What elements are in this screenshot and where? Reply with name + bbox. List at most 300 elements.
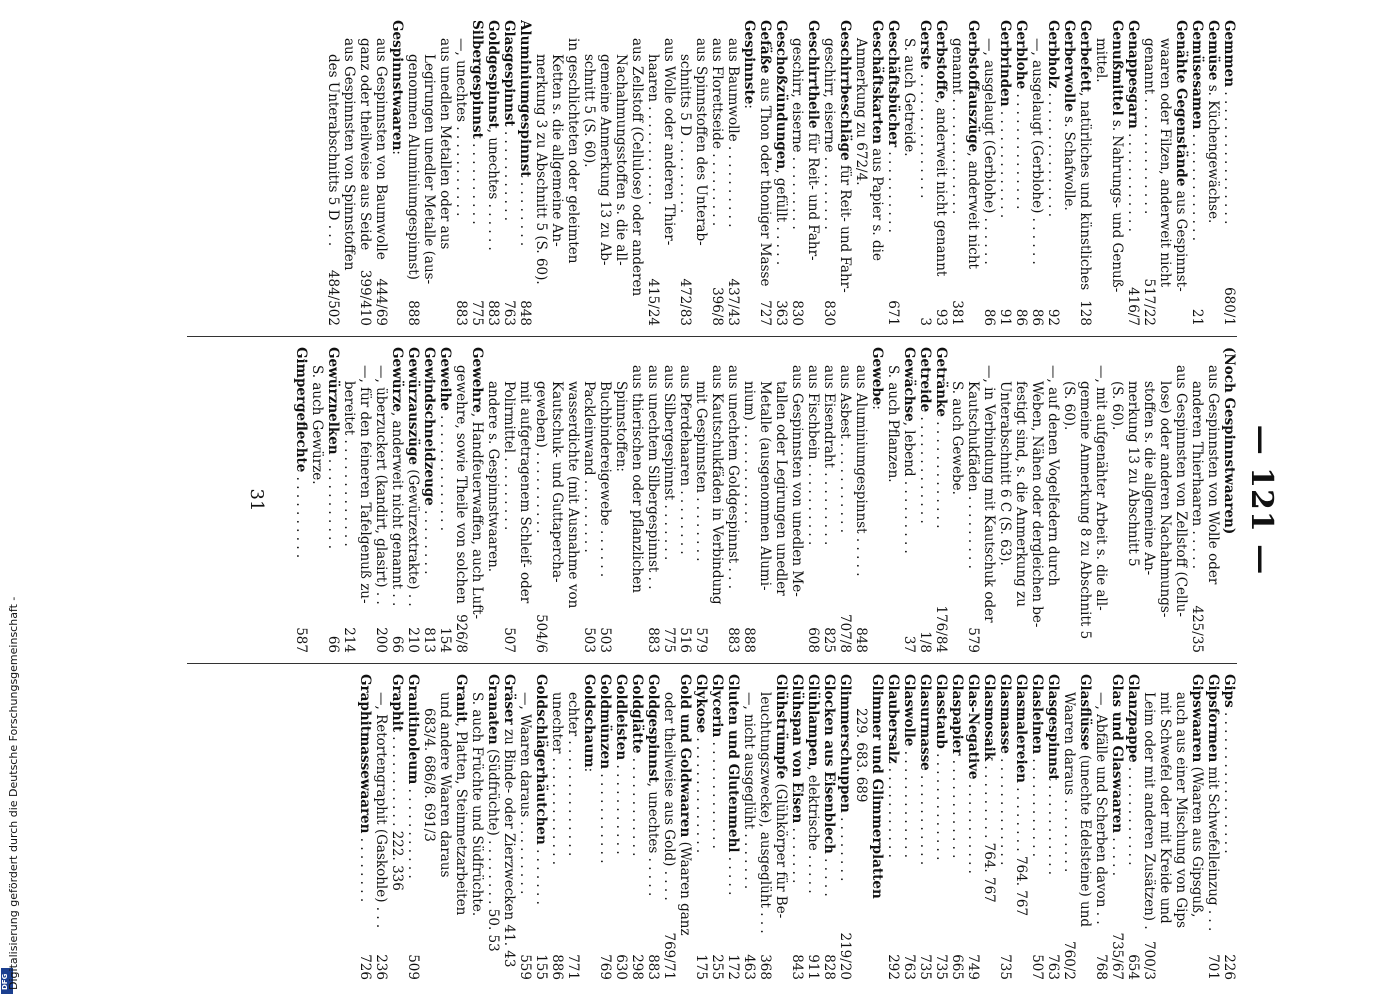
index-entry [373, 674, 389, 980]
entry-number: 579 [965, 627, 981, 653]
index-entry [1221, 674, 1237, 980]
index-entry [885, 347, 901, 653]
index-entry [405, 20, 421, 326]
index-entry [949, 20, 965, 326]
entry-description: —, unechtes . . . . . . . . . . . [453, 38, 469, 217]
entry-keyword: Goldglätte [629, 674, 645, 754]
entry-text [341, 347, 357, 623]
index-entry [325, 20, 341, 326]
index-entry [1157, 674, 1173, 980]
entry-number: 830 [789, 300, 805, 326]
entry-number: 883 [645, 627, 661, 653]
index-entry [469, 20, 485, 326]
index-entry [373, 20, 389, 326]
entry-number: 883 [725, 627, 741, 653]
entry-text [485, 347, 501, 649]
entry-keyword: Gewebe [869, 347, 885, 406]
entry-number: 707/8 [837, 614, 853, 653]
entry-description: . . . . . [725, 852, 741, 896]
entry-keyword: Glasurmasse [917, 674, 933, 771]
entry-description: aus Gespinnst- [1173, 186, 1189, 292]
entry-text [837, 20, 853, 322]
index-entry [757, 674, 773, 980]
entry-number: 516 [677, 627, 693, 653]
index-entry [1077, 347, 1093, 653]
entry-text [357, 20, 373, 266]
entry-description: andere s. Gespinnstwaaren. [485, 381, 501, 573]
entry-description: . . . . . . . [533, 844, 549, 905]
entry-number: 93 [933, 308, 949, 326]
index-entry [565, 347, 581, 653]
entry-description: . . . . . . . . . . . . [1125, 762, 1141, 866]
index-entry [1157, 20, 1173, 326]
index-entry [917, 347, 933, 653]
index-entry [869, 347, 885, 653]
index-entry [1077, 674, 1093, 980]
index-entry [1157, 347, 1173, 653]
index-entry [421, 347, 437, 653]
entry-keyword: Gerbstoffauszüge [965, 20, 981, 153]
entry-description: Leim oder mit anderen Zusätzen) . [1141, 692, 1157, 930]
entry-keyword: Gipswaaren [1189, 674, 1205, 763]
index-entry [421, 20, 437, 326]
entry-text [1061, 20, 1077, 322]
index-entry [1013, 347, 1029, 653]
index-entry [725, 20, 741, 326]
entry-text [981, 20, 997, 305]
index-entry [517, 347, 533, 653]
index-entry [597, 20, 613, 326]
entry-number: 463 [741, 954, 757, 980]
index-entry [597, 674, 613, 980]
index-entry [1173, 20, 1189, 326]
entry-description: . . . . . . . . . . [293, 472, 309, 559]
index-entry [1045, 674, 1061, 980]
entry-text [789, 20, 805, 296]
entry-text [373, 674, 389, 950]
entry-description: aus unechtem Silbergespinnst . . [645, 365, 661, 590]
entry-text [725, 20, 741, 275]
entry-description: aus Eisendraht . . . . . . . . . [821, 365, 837, 546]
entry-description: mit Schwefel oder mit Kreide und [1157, 692, 1173, 924]
entry-keyword: Glimmerschuppen [837, 674, 853, 813]
entry-number: 154 [437, 627, 453, 653]
entry-number: 200 [373, 627, 389, 653]
entry-number: 587 [293, 627, 309, 653]
index-entry [341, 20, 357, 326]
entry-description: —, mit aufgenähter Arbeit s. die all- [1093, 365, 1109, 611]
index-entry [1093, 20, 1109, 326]
entry-keyword: Getränke [933, 347, 949, 417]
index-entry [821, 20, 837, 326]
index-entry [997, 674, 1013, 980]
index-entry [853, 674, 869, 980]
entry-description: unechter . . . . . . . . . . . . . [549, 692, 565, 866]
index-entry [453, 674, 469, 980]
entry-text [853, 347, 869, 623]
entry-text [517, 20, 533, 296]
entry-description: wasserdichte (mit Ausnahme von [565, 381, 581, 609]
entry-description: , anderweit nicht [965, 152, 981, 269]
entry-keyword: Gluten und Glutenmehl [725, 674, 741, 853]
entry-text [1061, 347, 1077, 649]
entry-description: Legirungen unedler Metalle (aus- [421, 54, 437, 285]
entry-description: . . . . . . . . . . . . . [933, 416, 949, 529]
index-entry [1013, 674, 1029, 980]
entry-number: 255 [709, 954, 725, 980]
index-entry [965, 347, 981, 653]
index-entry [885, 674, 901, 980]
index-entry [501, 347, 517, 653]
index-entry [437, 20, 453, 326]
entry-number: 363 [773, 300, 789, 326]
index-entry [437, 674, 453, 980]
entry-text [1189, 20, 1205, 305]
index-entry [341, 347, 357, 653]
entry-number: 926/8 [453, 614, 469, 653]
index-entry [357, 347, 373, 653]
index-entry [965, 20, 981, 326]
entry-text [517, 347, 533, 649]
index-entry [533, 347, 549, 653]
entry-description: genannt . . . . . . . . . . . . . . [1141, 38, 1157, 215]
entry-text [357, 674, 373, 950]
entry-description: . . . . . [821, 853, 837, 897]
index-entry [485, 674, 501, 980]
index-entry [1125, 347, 1141, 653]
entry-description: aus Thon oder thoniger Masse [757, 73, 773, 287]
entry-description: schnitt 5 (S. 60). [581, 54, 597, 168]
entry-number: 503 [597, 627, 613, 653]
entry-number: 399/410 [357, 269, 373, 326]
index-column-2 [187, 336, 1237, 663]
entry-keyword: Goldschaum [581, 674, 597, 768]
entry-number: 749 [965, 954, 981, 980]
entry-number: 843 [789, 954, 805, 980]
entry-number: 771 [565, 954, 581, 980]
entry-description: des Unterabschnitts 5 D . . . [325, 54, 341, 247]
entry-keyword: Graphit [389, 674, 405, 733]
entry-text [1189, 347, 1205, 602]
entry-number: 507 [1029, 954, 1045, 980]
entry-number: 911 [805, 954, 821, 980]
entry-description: . . . . . . . . . . . . . . [437, 410, 453, 532]
entry-text [437, 20, 453, 322]
index-entry [1173, 674, 1189, 980]
entry-text [485, 674, 501, 976]
entry-number: 735 [933, 954, 949, 980]
entry-text [453, 347, 469, 610]
entry-description: Kautschuk- und Guttapercha- [549, 381, 565, 583]
entry-text [661, 674, 677, 929]
index-entry [501, 674, 517, 980]
entry-text [869, 347, 885, 649]
index-entry [789, 674, 805, 980]
entry-description: Nachahmungsstoffen s. die all- [613, 54, 629, 266]
entry-number: 828 [821, 954, 837, 980]
entry-description: , Handfeuerwaffen, auch Luft- [469, 412, 485, 620]
entry-text [1013, 20, 1029, 305]
entry-text [1109, 674, 1125, 929]
index-entry [533, 674, 549, 980]
entry-text [565, 20, 581, 322]
entry-keyword: Gerblohe [1013, 20, 1029, 90]
entry-keyword: Gemüsesamen [1189, 20, 1205, 130]
entry-number: 484/502 [325, 269, 341, 326]
entry-text [341, 20, 357, 322]
entry-text [1221, 347, 1237, 649]
entry-number: 775 [469, 300, 485, 326]
entry-keyword: Glocken aus Eisenblech [821, 674, 837, 854]
entry-description: : [389, 150, 405, 155]
index-entry [517, 674, 533, 980]
entry-text [661, 20, 677, 322]
entry-description: aus Gespinnsten von Zellstoff (Cellu- [1173, 365, 1189, 617]
entry-text [581, 347, 597, 623]
entry-description: . . . . . . . . . . . . . . . . [1221, 87, 1237, 225]
index-entry [933, 347, 949, 653]
entry-text [933, 347, 949, 602]
entry-keyword: Goldgespinnst [485, 20, 501, 129]
index-entry [869, 20, 885, 326]
index-entry [549, 674, 565, 980]
entry-number: 701 [1205, 954, 1221, 980]
entry-keyword: Gerberwolle [1061, 20, 1077, 112]
entry-description: . . . . . . . . . . . [965, 779, 981, 874]
entry-number: 219/20 [837, 932, 853, 980]
entry-text [373, 20, 389, 275]
entry-keyword: Graphitmassewaaren [357, 674, 373, 834]
entry-description: . . . . . . . . [357, 833, 373, 903]
entry-description: gewehre, sowie Theile von solchen [453, 365, 469, 604]
entry-description: leuchtungszwecke), ausgeglüht . . . [757, 692, 773, 934]
entry-text [1173, 20, 1189, 322]
entry-description: aus Zellstoff (Cellulose) oder anderen [629, 38, 645, 297]
entry-text [869, 674, 885, 976]
entry-number: 172 [725, 954, 741, 980]
entry-number: 396/8 [709, 287, 725, 326]
index-entry [981, 347, 997, 653]
index-entry [421, 674, 437, 980]
entry-text [805, 347, 821, 623]
index-entry [581, 20, 597, 326]
entry-number: 726 [357, 954, 373, 980]
entry-number: 579 [693, 627, 709, 653]
entry-text [805, 674, 821, 950]
entry-description: . . . . . . . . [837, 812, 853, 882]
entry-description: mit aufgetragenem Schleif- oder [517, 381, 533, 604]
entry-description: , anderweit nicht genannt [933, 99, 949, 277]
entry-description: aus Pferdehaaren . . . . . . . . [677, 365, 693, 555]
entry-text [837, 347, 853, 610]
entry-text [1125, 20, 1141, 283]
entry-description: festigt sind, s. die Anmerkung zu [1013, 381, 1029, 607]
entry-description: für Reit- und Fahr- [805, 128, 821, 261]
entry-description: (S. 60). [1109, 381, 1125, 431]
entry-description: S. auch Früchte und Südfrüchte. [469, 692, 485, 917]
entry-text [645, 674, 661, 950]
entry-text [629, 347, 645, 649]
index-entry [357, 674, 373, 980]
entry-description: . . . . . . . . . . . [501, 126, 517, 222]
entry-number: 292 [885, 954, 901, 980]
index-entry [453, 347, 469, 653]
entry-text [1109, 347, 1125, 649]
entry-description: Anmerkung zu 672/4. [853, 38, 869, 186]
entry-description: . . . . . . . . . . . . [1029, 754, 1045, 858]
entry-text [901, 347, 917, 632]
index-entry [901, 674, 917, 980]
index-entry [837, 347, 853, 653]
entry-description: anderen Thierhaaren . . . . . [1189, 381, 1205, 570]
entry-description: für Reit- und Fahr- [837, 160, 853, 293]
entry-keyword: Gipsformen [1205, 674, 1221, 763]
entry-text [517, 674, 533, 950]
entry-description: —, Retortengraphit (Gaskohle) . . . [373, 692, 389, 929]
entry-description: Unterabschnitt 6 C (S. 63). [997, 381, 1013, 566]
entry-description: aus Aluminiumgespinnst . . . . . [853, 365, 869, 577]
entry-description: . . . . . . . . . . . . [949, 755, 965, 859]
entry-number: 86 [1029, 308, 1045, 326]
entry-description: —, Waaren daraus . . . . . . . . . [517, 692, 533, 895]
entry-keyword: Gewürznelken [325, 347, 341, 455]
entry-text [357, 347, 373, 649]
index-entry [1221, 20, 1237, 326]
entry-description: Weben, Nähen oder dergleichen be- [1029, 381, 1045, 628]
index-entry [613, 20, 629, 326]
footer-text: Digitalisierung gefördert durch die Deutsche Forschungsgemeinschaft - [7, 596, 20, 990]
entry-text [1205, 347, 1221, 649]
entry-keyword: Geschirrbeschläge [837, 20, 853, 161]
index-entry [677, 347, 693, 653]
entry-description: aus Fischbein . . . . . . . . . . [805, 365, 821, 546]
entry-number: 507 [501, 627, 517, 653]
index-entry [965, 674, 981, 980]
entry-description: . . . . . . . . . . . . . [901, 746, 917, 859]
index-entry [629, 20, 645, 326]
entry-number: 848 [517, 300, 533, 326]
entry-text [821, 347, 837, 623]
entry-text [949, 20, 965, 296]
entry-text [549, 20, 565, 322]
index-entry [949, 674, 965, 980]
entry-text [613, 20, 629, 322]
entry-description: 683/4. 686/8. 691/3 [421, 708, 437, 842]
entry-text [1013, 674, 1029, 976]
entry-keyword: Glaspapier [949, 674, 965, 756]
entry-number: 665 [949, 954, 965, 980]
entry-number: 763 [501, 300, 517, 326]
entry-description: . . . . . . . . . . . . . [997, 106, 1013, 219]
entry-keyword: Gerbholz [1045, 20, 1061, 89]
entry-number: 888 [741, 627, 757, 653]
index-entry [645, 20, 661, 326]
entry-keyword: Glasgespinnst [1045, 674, 1061, 781]
entry-text [1045, 20, 1061, 305]
entry-keyword: Gespinnste [741, 20, 757, 105]
entry-description: aus Wolle oder anderen Thier- [661, 38, 677, 246]
entry-description: . . . . . . . . . . [469, 138, 485, 225]
index-entry [709, 674, 725, 980]
entry-description: aus Asbest . . . . . . . . . . . [837, 365, 853, 534]
entry-description: . . . . . . . . . . . [325, 454, 341, 550]
index-entry [1029, 347, 1045, 653]
entry-description: ganz oder theilweise aus Seide [357, 38, 373, 251]
index-columns [187, 10, 1237, 990]
entry-keyword: Gips [1221, 674, 1237, 708]
entry-description: aus Spinnstoffen des Unterab- [693, 38, 709, 246]
entry-keyword: Genappesgarn [1125, 20, 1141, 129]
entry-number: 559 [517, 954, 533, 980]
entry-text [773, 20, 789, 296]
index-entry [437, 347, 453, 653]
entry-text [389, 20, 405, 322]
entry-text [325, 347, 341, 632]
entry-number: 654 [1125, 954, 1141, 980]
entry-number: 671 [885, 300, 901, 326]
entry-keyword: Glasmasse [997, 674, 1013, 754]
entry-text [965, 674, 981, 950]
index-entry [469, 674, 485, 980]
entry-keyword: Gimpergeflechte [293, 347, 309, 473]
entry-description: geweben) . . . . . . . . . . [533, 381, 549, 534]
entry-description: , unechtes . . . . . [645, 782, 661, 897]
entry-description: : [581, 767, 597, 773]
index-entry [725, 347, 741, 653]
entry-number: 763 [1045, 954, 1061, 980]
entry-text [629, 674, 645, 950]
index-entry [741, 674, 757, 980]
entry-keyword: (Noch Gespinnstwaaren) [1221, 347, 1237, 535]
entry-text [1173, 347, 1189, 649]
entry-description: , elektrische . . . . . [805, 766, 821, 894]
entry-text [597, 20, 613, 322]
entry-number: 883 [645, 954, 661, 980]
entry-keyword: Gemüse [1205, 20, 1221, 81]
digitization-footer [0, 0, 20, 1000]
entry-keyword: Glimmer und Glimmerplatten [869, 674, 885, 899]
entry-number: 608 [805, 627, 821, 653]
entry-text [613, 674, 629, 950]
index-entry [645, 674, 661, 980]
index-entry [1221, 347, 1237, 653]
entry-description: . . . . . . . . . . . . . [997, 753, 1013, 866]
entry-number: 226 [1221, 954, 1237, 980]
entry-keyword: Glasleinen [1029, 674, 1045, 755]
entry-description: . . . . . . . . . . . . . . . . . [1221, 707, 1237, 854]
index-entry [613, 674, 629, 980]
entry-text [757, 20, 773, 296]
sheet-number: 31 [246, 488, 267, 512]
entry-number: 825 [821, 627, 837, 653]
index-entry [853, 20, 869, 326]
entry-number: 425/35 [1189, 605, 1205, 653]
entry-text [437, 347, 453, 623]
entry-description: Ketten s. die allgemeine An- [549, 54, 565, 247]
entry-description: haaren . . . . . . . . . . . . [645, 54, 661, 205]
index-entry [853, 347, 869, 653]
entry-text [1157, 347, 1173, 649]
index-entry [1125, 674, 1141, 980]
entry-number: 888 [405, 300, 421, 326]
entry-text [741, 674, 757, 950]
entry-keyword: Gold und Goldwaaren [677, 674, 693, 838]
entry-number: 298 [629, 954, 645, 980]
entry-description: genommen Aluminiumgespinnst) [405, 54, 421, 280]
entry-description: aus Gespinnsten von Wolle oder [1205, 365, 1221, 585]
index-entry [1109, 20, 1125, 326]
entry-text [1125, 674, 1141, 950]
